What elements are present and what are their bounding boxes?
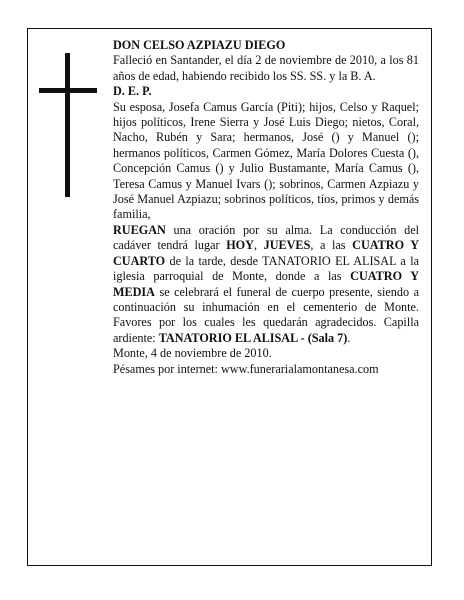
chapel-location: TANATORIO EL ALISAL - (Sala 7) — [158, 330, 348, 345]
cross-vertical-bar — [65, 53, 70, 197]
deceased-name: DON CELSO AZPIAZU DIEGO — [113, 38, 286, 52]
cross-horizontal-bar — [39, 88, 97, 93]
dep-abbreviation: D. E. P. — [113, 84, 152, 99]
time-departure: CUATRO Y CUARTO — [113, 238, 419, 268]
day-thursday: JUEVES — [263, 238, 311, 253]
cross-icon — [39, 53, 97, 197]
time-funeral: CUATRO Y MEDIA — [113, 269, 420, 299]
family-list: Su esposa, Josefa Camus García (Piti); hijos, Celso y Raquel; hijos políticos, Irene Sierra y José Luis Diego; nietos, Coral, Nacho, Rubén y Sara; hermanos, José () y Manuel (); hermanos políticos, Carmen Gómez, María Dolores Cuesta (), Concepción Camus () y Julio Bustamante, María Camus (), Teresa Camus y Manuel Ivars (); sobrinos, Carmen Azpiazu y José Manuel Azpiazu; sobrinos políticos, tíos, primos y demás familia, — [113, 99, 419, 222]
death-announcement: Falleció en Santander, el día 2 de noviembre de 2010, a los 81 años de edad, habiendo recibido los SS. SS. y la B. A. — [113, 53, 419, 83]
funeral-details: RUEGAN una oración por su alma. La conducción del cadáver tendrá lugar HOY, JUEVES, a las CUATRO Y CUARTO de la tarde, desde TANATORIO EL ALISAL a la iglesia parroquial de Monte, donde a las CUATRO Y MEDIA se celebrará el funeral de cuerpo presente, siendo a continuación su inhumación en el cementerio de Monte. Favores por los cuales les quedarán agradecidos. Capilla ardiente: TANATORIO EL ALISAL - (Sala 7). — [113, 222, 420, 345]
place-date: Monte, 4 de noviembre de 2010. — [113, 346, 272, 361]
obituary-text — [113, 38, 419, 377]
day-today: HOY — [226, 238, 254, 253]
condolences-line: Pésames por internet: www.funerarialamontanesa.com — [113, 361, 379, 376]
ruegan-label: RUEGAN — [113, 222, 166, 237]
